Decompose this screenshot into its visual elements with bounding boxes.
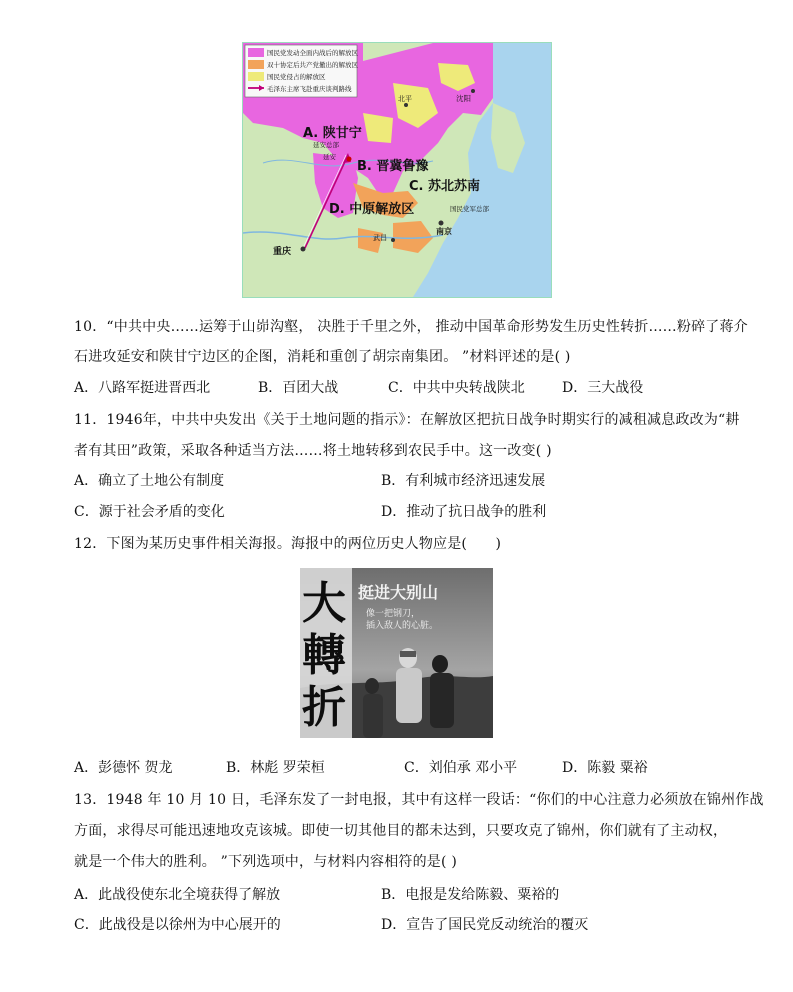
q13-option-c: C．此战役是以徐州为中心展开的 (74, 917, 281, 933)
q10-stem-line2: 石进攻延安和陕甘宁边区的企图，消耗和重创了胡宗南集团。 ”材料评述的是( ) (74, 349, 571, 365)
q12-stem: 12．下图为某历史事件相关海报。海报中的两位历史人物应是( ) (74, 536, 502, 552)
q10-option-c: C．中共中央转战陕北 (388, 380, 525, 396)
q10-option-a: A．八路军挺进晋西北 (74, 380, 211, 396)
poster-tagline-2: 插入敌人的心脏。 (366, 621, 439, 631)
legend-swatch-yellow (248, 72, 264, 81)
region-a-label: A. 陕甘宁 (303, 126, 362, 141)
place-yanan: 延安 (323, 153, 336, 161)
place-nanjing: 南京 (436, 227, 452, 236)
legend-text-3: 国民党侵占的解放区 (267, 73, 326, 81)
beiping-marker (404, 103, 408, 107)
poster-tagline-1: 像一把钢刀， (366, 609, 421, 619)
legend-text-1: 国民党发动全面内战后的解放区 (267, 49, 358, 57)
poster-subtitle: 挺进大别山 (358, 583, 439, 602)
place-shenyang: 沈阳 (456, 94, 471, 103)
historical-poster (300, 568, 493, 738)
poster-title-char-3: 折 (302, 682, 346, 733)
q13-option-d: D．宣告了国民党反动统治的覆灭 (381, 917, 589, 933)
q12-option-c: C．刘伯承 邓小平 (404, 760, 518, 776)
chongqing-marker (301, 247, 306, 252)
q10-stem-line1: 10．“中共中央……运筹于山峁沟壑， 决胜于千里之外， 推动中国革命形势发生历史性转折……粉碎了蒋介 (74, 319, 748, 335)
place-beiping: 北平 (398, 95, 412, 103)
place-chongqing: 重庆 (273, 247, 292, 257)
q13-option-b: B．电报是发给陈毅、粟裕的 (381, 887, 560, 903)
q12-option-d: D．陈毅 粟裕 (562, 760, 648, 776)
poster-title-char-1: 大 (302, 578, 346, 629)
q11-option-b: B．有利城市经济迅速发展 (381, 473, 546, 489)
region-d-label: D. 中原解放区 (329, 202, 415, 217)
legend-swatch-orange (248, 60, 264, 69)
q13-stem-line1: 13．1948 年 10 月 10 日，毛泽东发了一封电报，其中有这样一段话：“你们的中心注意力必须放在锦州作战 (74, 792, 764, 808)
legend-swatch-magenta (248, 48, 264, 57)
q11-stem-line2: 者有其田”政策，采取各种适当方法……将土地转移到农民手中。这一改变( ) (74, 443, 552, 459)
q13-stem-line3: 就是一个伟大的胜利。 ”下列选项中，与材料内容相符的是( ) (74, 854, 457, 870)
place-kmt-hq: 国民党军总部 (450, 205, 489, 213)
place-wuchang: 武昌 (373, 234, 387, 242)
poster-title-char-2: 轉 (302, 630, 346, 681)
yanan-marker (347, 157, 352, 162)
q13-option-a: A．此战役使东北全境获得了解放 (74, 887, 281, 903)
region-b-label: B. 晋冀鲁豫 (357, 159, 429, 174)
shenyang-marker (471, 89, 475, 93)
q10-option-d: D．三大战役 (562, 380, 644, 396)
q11-stem-line1: 11．1946年，中共中央发出《关于土地问题的指示》：在解放区把抗日战争时期实行的减租减息政改为“耕 (74, 412, 740, 428)
q11-option-d: D．推动了抗日战争的胜利 (381, 504, 547, 520)
legend-text-2: 双十协定后共产党撤出的解放区 (267, 61, 358, 69)
q10-option-b: B．百团大战 (258, 380, 339, 396)
historical-map (242, 42, 552, 298)
q13-stem-line2: 方面，求得尽可能迅速地攻克该城。即使一切其他目的都未达到，只要攻克了锦州，你们就有了主动权， (74, 823, 728, 839)
nanjing-marker (439, 221, 444, 226)
legend-text-4: 毛泽东主席飞赴重庆谈判路线 (267, 85, 352, 93)
q11-option-c: C．源于社会矛盾的变化 (74, 504, 225, 520)
place-yanan-hq: 延安总部 (313, 141, 339, 149)
wuchang-marker (391, 238, 395, 242)
region-c-label: C. 苏北苏南 (409, 179, 481, 194)
q12-option-b: B．林彪 罗荣桓 (226, 760, 325, 776)
q12-option-a: A．彭德怀 贺龙 (74, 760, 173, 776)
q11-option-a: A．确立了土地公有制度 (74, 473, 225, 489)
